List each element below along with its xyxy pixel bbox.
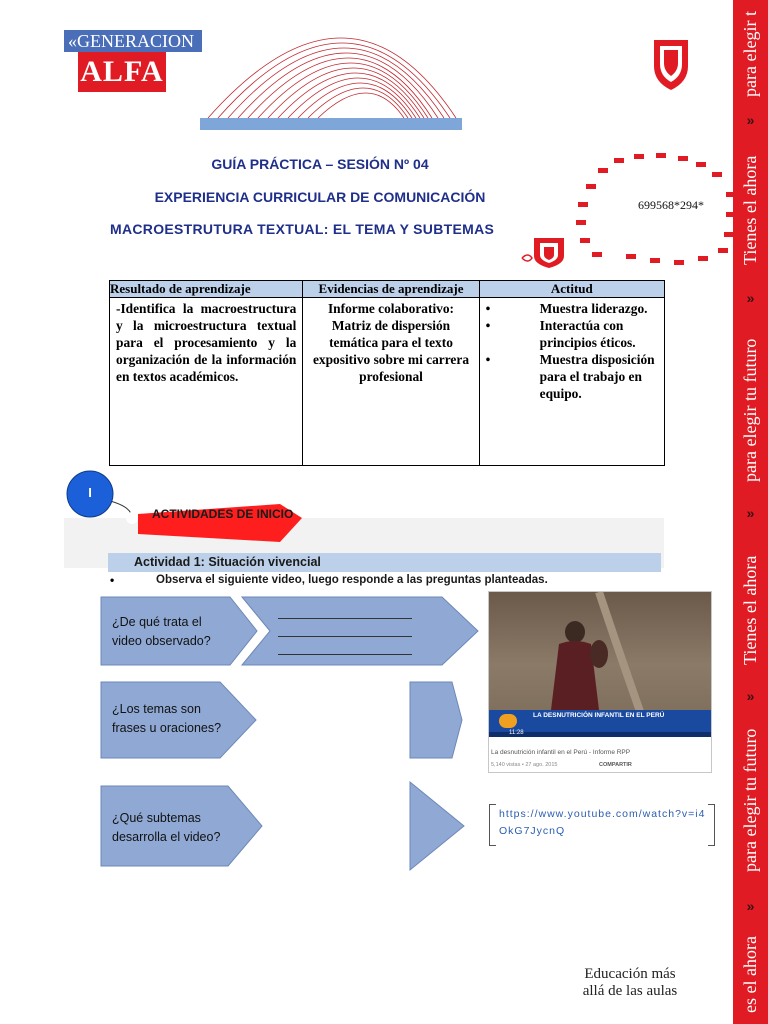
answer-line[interactable] <box>278 636 412 637</box>
activity-bar <box>108 553 661 572</box>
ribbon-text: para elegir t <box>740 11 760 97</box>
ribbon-text: Tienes el ahora <box>740 155 760 265</box>
bracket-left <box>489 804 496 846</box>
table-header: Evidencias de aprendizaje <box>303 281 479 298</box>
table-header: Actitud <box>479 281 664 298</box>
table-cell: -Identifica la macroestructura y la microestructura textual para el procesamiento y la organización de la información en textos académicos. <box>110 298 303 466</box>
table-row <box>110 298 665 466</box>
dashed-circle-decoration <box>570 148 740 278</box>
page-title: GUÍA PRÁCTICA – SESIÓN Nº 04 <box>211 156 429 172</box>
bullet: • <box>110 573 115 587</box>
chevron-double-icon: » <box>746 112 755 128</box>
table-header-row <box>110 281 665 298</box>
rpp-logo-icon <box>499 714 517 728</box>
answer-line[interactable] <box>278 654 412 655</box>
table-cell: Informe colaborativo: Matriz de dispersión temática para el texto expositivo sobre mi carrera profesional <box>303 298 479 466</box>
ribbon-text: Tienes el ahora <box>740 555 760 665</box>
footer-slogan: Educación más allá de las aulas <box>582 966 678 999</box>
answer-line[interactable] <box>278 618 412 619</box>
chevron-double-icon: » <box>746 505 755 521</box>
video-banner: LA DESNUTRICIÓN INFANTIL EN EL PERÚ <box>533 712 665 719</box>
video-link-box <box>489 800 715 848</box>
video-time: 11:28 <box>509 730 524 736</box>
video-link-cont[interactable]: OkG7JycnQ <box>499 825 566 837</box>
bracket-right <box>708 804 715 846</box>
table-header: Resultado de aprendizaje <box>110 281 303 298</box>
chevron-double-icon: » <box>746 688 755 704</box>
chevron-double-icon: » <box>746 898 755 914</box>
list-item: • Muestra disposición para el trabajo en equipo. <box>485 352 655 401</box>
logo-icon <box>520 234 572 268</box>
arch-graphic <box>200 18 462 130</box>
question-3: ¿Qué subtemas desarrolla el video? <box>112 811 221 844</box>
logo-alfa: ALFA <box>78 52 166 92</box>
table-cell <box>479 298 664 466</box>
logo-generacion: «GENERACION <box>64 30 202 52</box>
activity-title: Actividad 1: Situación vivencial <box>134 555 321 569</box>
list-item: • Interactúa con principios éticos. <box>485 318 636 350</box>
video-thumbnail[interactable] <box>488 591 712 773</box>
chevron-double-icon: » <box>746 290 755 306</box>
page-heading: MACROESTRUTURA TEXTUAL: EL TEMA Y SUBTEMAS <box>110 221 495 237</box>
share-button[interactable]: COMPARTIR <box>599 762 632 768</box>
video-link[interactable]: https://www.youtube.com/watch?v=i4 <box>499 808 706 820</box>
activity-number: I <box>88 485 92 500</box>
learning-table <box>109 280 665 466</box>
question-1: ¿De qué trata el video observado? <box>112 615 211 648</box>
ribbon-text: para elegir tu futuro <box>740 338 760 482</box>
video-caption: La desnutrición infantil en el Perú - Informe RPP <box>491 749 631 756</box>
list-item: • Muestra liderazgo. <box>485 301 648 316</box>
ribbon-text: es el ahora <box>740 936 760 1013</box>
question-2: ¿Los temas son frases u oraciones? <box>112 702 222 735</box>
ribbon-text: para elegir tu futuro <box>740 728 760 872</box>
university-logo <box>596 0 726 124</box>
instruction-text: Observa el siguiente video, luego responde a las preguntas planteadas. <box>156 574 548 586</box>
shield-icon <box>596 0 726 124</box>
page-subtitle: EXPERIENCIA CURRICULAR DE COMUNICACIÓN <box>154 189 486 205</box>
activity-tag-label: ACTIVIDADES DE INICIO <box>152 507 294 521</box>
code-text: 699568*294* <box>638 198 704 212</box>
video-meta: 5,140 vistas • 27 ago. 2015 <box>491 762 558 768</box>
